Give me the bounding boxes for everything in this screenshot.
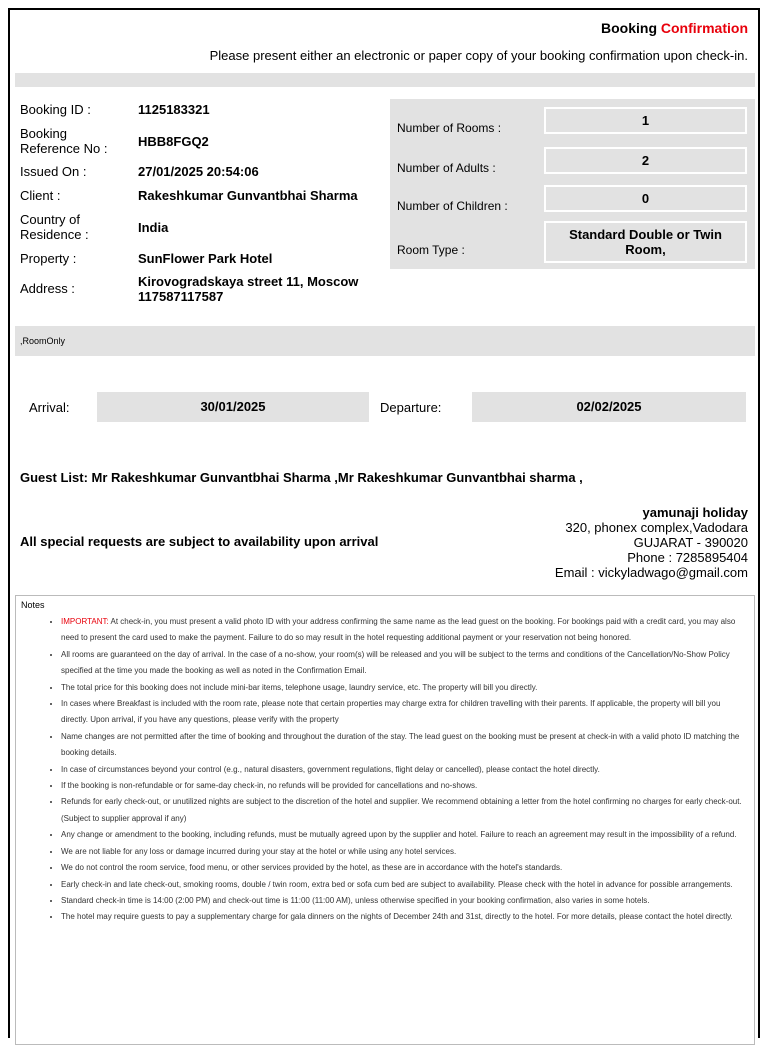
- guest-list: Guest List: Mr Rakeshkumar Gunvantbhai Sharma ,Mr Rakeshkumar Gunvantbhai sharma ,: [20, 470, 583, 485]
- notes-list: [61, 614, 749, 926]
- adults-value: 2: [544, 147, 747, 174]
- top-divider-bar: [15, 73, 755, 87]
- note-item: • Name changes are not permitted after the time of booking and throughout the duration of the stay. The lead guest on the booking must be present at check-in with a valid photo ID matching the booking details.: [61, 729, 749, 762]
- note-item: • Early check-in and late check-out, smoking rooms, double / twin room, extra bed or sofa cum bed are subject to availability. Please check with the hotel in advance for possible arrangements.: [61, 877, 749, 893]
- booking-confirmation-page: [8, 8, 760, 1038]
- address-value: Kirovogradskaya street 11, Moscow 117587117587: [138, 274, 359, 304]
- important-label: IMPORTANT:: [61, 617, 109, 626]
- title-prefix: Booking: [601, 20, 657, 36]
- address-label: Address :: [20, 281, 75, 296]
- agency-details: [555, 505, 748, 580]
- note-item: • The hotel may require guests to pay a supplementary charge for gala dinners on the nights of December 24th and 31st, directly to the hotel. For more details, please contact the hotel directly.: [61, 909, 749, 925]
- special-requests-note: All special requests are subject to availability upon arrival: [20, 534, 379, 549]
- agency-phone: Phone : 7285895404: [627, 550, 748, 565]
- country-label: Country of Residence :: [20, 212, 89, 242]
- departure-label: Departure:: [380, 400, 442, 415]
- note-item: • We are not liable for any loss or damage incurred during your stay at the hotel or while using any hotel services.: [61, 844, 749, 860]
- country-value: India: [138, 220, 169, 235]
- note-item: • All rooms are guaranteed on the day of arrival. In the case of a no-show, your room(s) will be released and you will be subject to the terms and conditions of the Cancellation/No-Show Policy specified at the time you made the booking as well as noted in the Confirmation Email.: [61, 647, 749, 680]
- page-subtitle: Please present either an electronic or paper copy of your booking confirmation upon check-in.: [209, 48, 748, 63]
- arrival-value: 30/01/2025: [97, 392, 369, 422]
- note-item: • Any change or amendment to the booking, including refunds, must be mutually agreed upon by the supplier and hotel. Failure to reach an agreement may result in the impossibility of a refund.: [61, 827, 749, 843]
- meal-plan-bar: ,RoomOnly: [15, 326, 755, 356]
- note-item: • Standard check-in time is 14:00 (2:00 PM) and check-out time is 11:00 (11:00 AM), unless otherwise specified in your booking confirmation, also varies in some hotels.: [61, 893, 749, 909]
- reference-label: Booking Reference No :: [20, 126, 108, 156]
- notes-title: Notes: [21, 600, 45, 610]
- agency-name: yamunaji holiday: [642, 505, 748, 520]
- issued-value: 27/01/2025 20:54:06: [138, 164, 259, 179]
- property-value: SunFlower Park Hotel: [138, 251, 273, 266]
- children-value: 0: [544, 185, 747, 212]
- adults-label: Number of Adults :: [397, 161, 496, 175]
- arrival-label: Arrival:: [29, 400, 70, 415]
- page-title: [601, 20, 748, 36]
- notes-box: [15, 595, 755, 1045]
- client-value: Rakeshkumar Gunvantbhai Sharma: [138, 188, 358, 203]
- note-item: • If the booking is non-refundable or for same-day check-in, no refunds will be provided for cancellations and no-shows.: [61, 778, 749, 794]
- client-label: Client :: [20, 188, 61, 203]
- agency-address-line1: 320, phonex complex,Vadodara: [565, 520, 748, 535]
- agency-address-line2: GUJARAT - 390020: [633, 535, 748, 550]
- departure-value: 02/02/2025: [472, 392, 746, 422]
- issued-label: Issued On :: [20, 164, 87, 179]
- rooms-label: Number of Rooms :: [397, 121, 502, 135]
- note-item: • The total price for this booking does not include mini-bar items, telephone usage, laundry service, etc. The property will bill you directly.: [61, 680, 749, 696]
- rooms-value: 1: [544, 107, 747, 134]
- children-label: Number of Children :: [397, 199, 508, 213]
- booking-id-label: Booking ID :: [20, 102, 91, 117]
- property-label: Property :: [20, 251, 77, 266]
- note-item: • In case of circumstances beyond your control (e.g., natural disasters, government regulations, flight delay or cancelled), please contact the hotel directly.: [61, 762, 749, 778]
- room-details-panel: [390, 99, 755, 269]
- note-item: • In cases where Breakfast is included with the room rate, please note that certain properties may charge extra for children travelling with their parents. If applicable, the property will bill you directly. Upon arrival, if you have any questions, please verify with the property: [61, 696, 749, 729]
- room-type-value: Standard Double or Twin Room,: [544, 221, 747, 263]
- reference-value: HBB8FGQ2: [138, 134, 209, 149]
- agency-email: Email : vickyladwago@gmail.com: [554, 565, 748, 580]
- note-item: • We do not control the room service, food menu, or other services provided by the hotel, as these are in accordance with the hotel's standards.: [61, 860, 749, 876]
- room-type-label: Room Type :: [397, 243, 465, 257]
- note-item-important: [61, 614, 749, 647]
- important-text: At check-in, you must present a valid photo ID with your address confirming the same name as the lead guest on the booking. For bookings paid with a credit card, you may also need to present the card used to make the payment. Failure to do so may result in the hotel requesting additional payment or your reservation not being honored.: [61, 617, 736, 643]
- booking-id-value: 1125183321: [138, 102, 210, 117]
- title-highlight: Confirmation: [660, 20, 748, 36]
- note-item: • Refunds for early check-out, or unutilized nights are subject to the discretion of the hotel and supplier. We recommend obtaining a letter from the hotel confirming no charges for early check-out. (Subject to supplier approval if any): [61, 794, 749, 827]
